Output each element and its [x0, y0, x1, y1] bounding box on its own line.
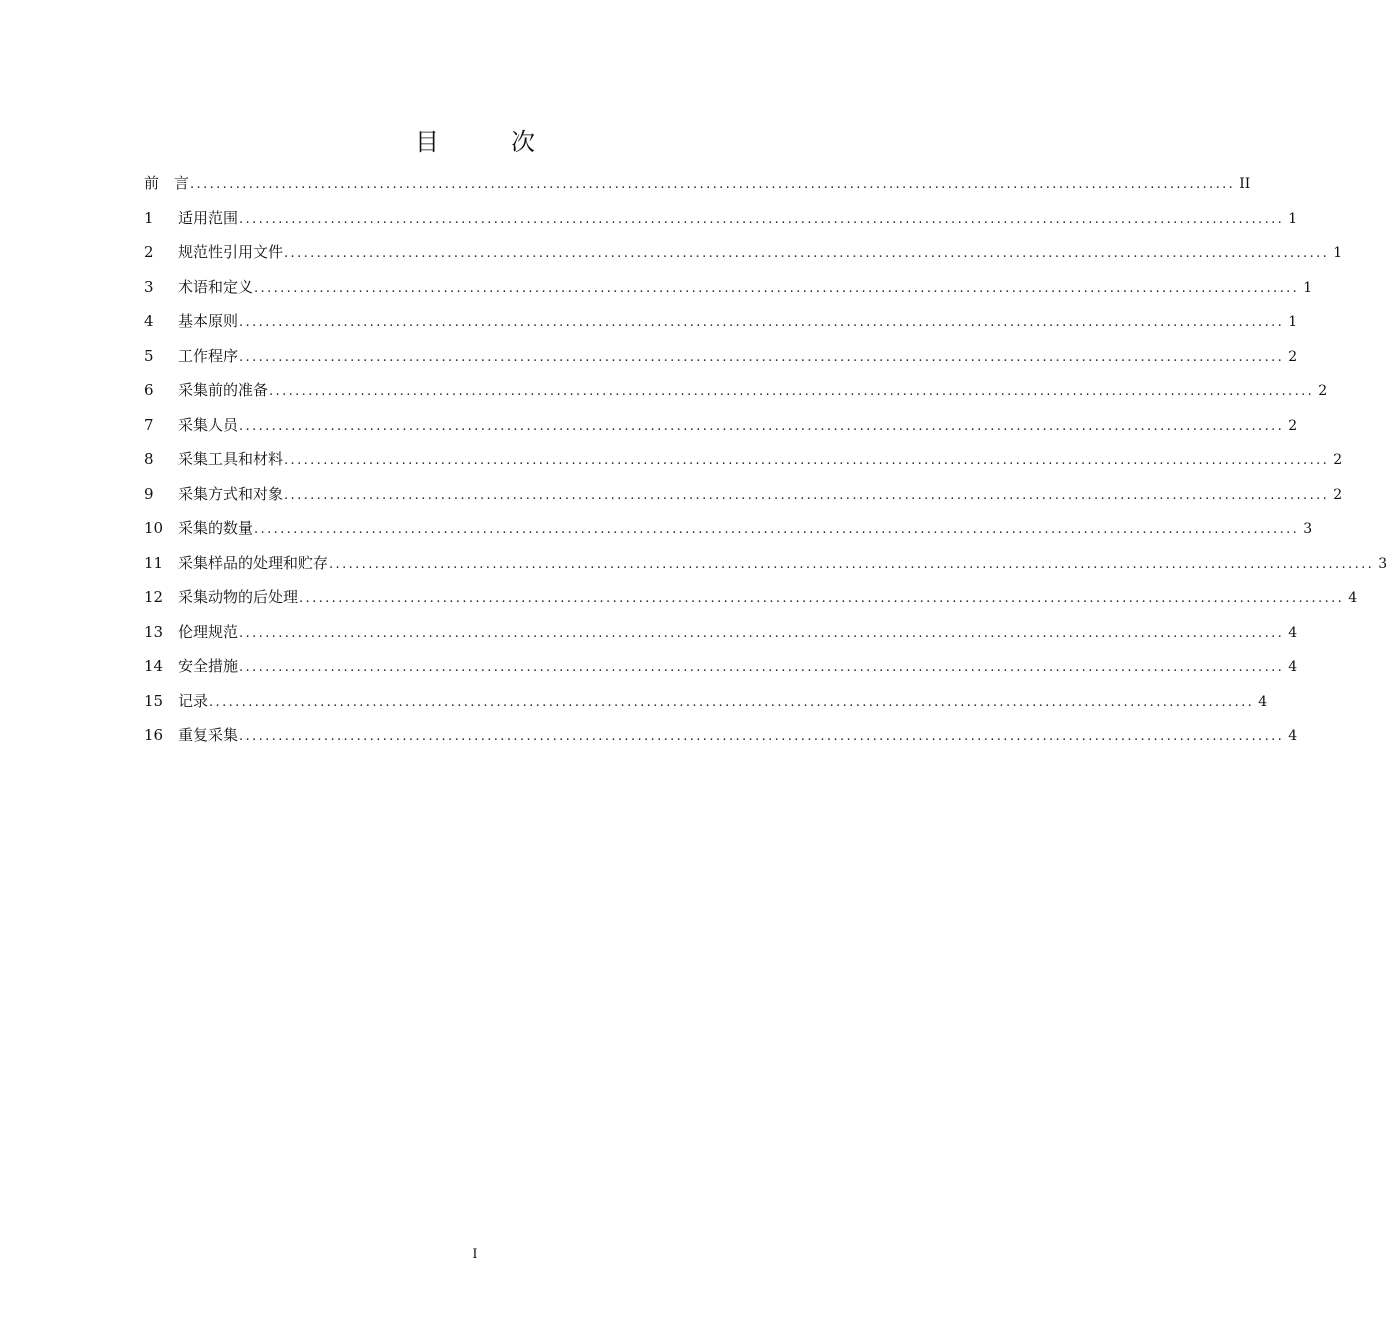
- toc-entry-5[interactable]: [144, 343, 1298, 378]
- toc-entry-label: 重复采集: [178, 726, 239, 744]
- toc-entry-number: 8: [144, 450, 154, 468]
- toc-entry-number: 9: [144, 484, 154, 503]
- toc-entry-number: 3: [144, 277, 154, 296]
- toc-entry-number: 1: [144, 208, 154, 227]
- toc-entry-label: 安全措施: [178, 657, 239, 675]
- toc-entry-label: 采集前的准备: [178, 381, 269, 399]
- toc-entry-label: 适用范围: [178, 208, 239, 227]
- toc-entry-3[interactable]: [144, 274, 1313, 309]
- toc-entry-14[interactable]: [144, 653, 1298, 688]
- toc-entry-page: 1: [1288, 314, 1298, 330]
- toc-entry-page: 3: [1378, 555, 1387, 572]
- toc-entry-number: 14: [144, 657, 164, 675]
- toc-leader-dots: ................................................................................................................................................................: [254, 280, 1300, 296]
- toc-entry-16[interactable]: [144, 722, 1298, 757]
- toc-entry-1[interactable]: [144, 205, 1298, 240]
- toc-leader-dots: ................................................................................................................................................................: [284, 246, 1330, 261]
- toc-entry-label: 基本原则: [178, 312, 239, 330]
- toc-entry-number: 13: [144, 622, 164, 641]
- toc-entry-preface[interactable]: [144, 170, 1251, 205]
- toc-entry-label: 采集方式和对象: [178, 484, 284, 503]
- toc-leader-dots: ................................................................................................................................................................: [269, 384, 1315, 399]
- toc-entry-page: 2: [1318, 383, 1328, 399]
- toc-entry-7[interactable]: [144, 412, 1298, 447]
- toc-entry-page: 2: [1333, 486, 1343, 503]
- toc-entry-page: 1: [1288, 210, 1298, 227]
- toc-entry-number: 4: [144, 312, 154, 330]
- toc-entry-page: 4: [1258, 693, 1268, 710]
- toc-leader-dots: ................................................................................................................................................................: [239, 660, 1285, 675]
- toc-entry-label: 规范性引用文件: [178, 243, 284, 261]
- toc-leader-dots: ................................................................................................................................................................: [239, 625, 1285, 641]
- toc-entry-number: 16: [144, 726, 164, 744]
- toc-leader-dots: ................................................................................................................................................................: [190, 177, 1236, 192]
- toc-entry-label: 采集工具和材料: [178, 450, 284, 468]
- toc-entry-2[interactable]: [144, 239, 1343, 274]
- toc-entry-10[interactable]: [144, 515, 1313, 550]
- toc-entry-4[interactable]: [144, 308, 1298, 343]
- toc-entry-page: 4: [1288, 659, 1298, 675]
- toc-entry-15[interactable]: [144, 688, 1268, 723]
- toc-entry-number: 2: [144, 243, 154, 261]
- toc-entry-number: 11: [144, 553, 164, 572]
- toc-entry-number: 10: [144, 519, 164, 537]
- toc-leader-dots: ................................................................................................................................................................: [299, 591, 1345, 606]
- toc-list: [144, 170, 1387, 757]
- toc-entry-page: 4: [1288, 624, 1298, 641]
- toc-entry-label: 伦理规范: [178, 622, 239, 641]
- toc-entry-label: 前 言: [144, 174, 190, 192]
- toc-entry-page: 2: [1288, 417, 1298, 434]
- toc-entry-number: 6: [144, 381, 154, 399]
- toc-leader-dots: ................................................................................................................................................................: [239, 349, 1285, 365]
- toc-leader-dots: ................................................................................................................................................................: [254, 522, 1300, 537]
- page-number: I: [472, 1247, 478, 1262]
- toc-entry-page: 2: [1333, 452, 1343, 468]
- toc-entry-number: 5: [144, 346, 154, 365]
- toc-entry-page: 4: [1288, 728, 1298, 744]
- toc-leader-dots: ................................................................................................................................................................: [284, 453, 1330, 468]
- toc-leader-dots: ................................................................................................................................................................: [284, 487, 1330, 503]
- toc-entry-12[interactable]: [144, 584, 1358, 619]
- toc-leader-dots: ................................................................................................................................................................: [239, 211, 1285, 227]
- toc-entry-number: 15: [144, 691, 164, 710]
- toc-entry-label: 采集的数量: [178, 519, 254, 537]
- toc-leader-dots: ................................................................................................................................................................: [329, 556, 1375, 572]
- toc-entry-page: 3: [1303, 521, 1313, 537]
- toc-entry-label: 记录: [178, 691, 209, 710]
- toc-entry-number: 12: [144, 588, 164, 606]
- toc-entry-page: 4: [1348, 590, 1358, 606]
- toc-entry-9[interactable]: [144, 481, 1343, 516]
- toc-entry-6[interactable]: [144, 377, 1328, 412]
- toc-entry-page: II: [1239, 176, 1251, 192]
- toc-entry-page: 2: [1288, 348, 1298, 365]
- toc-entry-11[interactable]: [144, 550, 1387, 585]
- toc-entry-label: 采集动物的后处理: [178, 588, 299, 606]
- toc-entry-13[interactable]: [144, 619, 1298, 654]
- toc-leader-dots: ................................................................................................................................................................: [239, 315, 1285, 330]
- toc-entry-label: 采集人员: [178, 415, 239, 434]
- toc-entry-label: 术语和定义: [178, 277, 254, 296]
- toc-entry-label: 采集样品的处理和贮存: [178, 553, 329, 572]
- toc-entry-8[interactable]: [144, 446, 1343, 481]
- toc-entry-label: 工作程序: [178, 346, 239, 365]
- toc-entry-page: 1: [1333, 245, 1343, 261]
- toc-entry-page: 1: [1303, 279, 1313, 296]
- toc-entry-number: 7: [144, 415, 154, 434]
- toc-leader-dots: ................................................................................................................................................................: [239, 418, 1285, 434]
- toc-title: 目 次: [415, 128, 559, 156]
- toc-leader-dots: ................................................................................................................................................................: [239, 729, 1285, 744]
- toc-leader-dots: ................................................................................................................................................................: [209, 694, 1255, 710]
